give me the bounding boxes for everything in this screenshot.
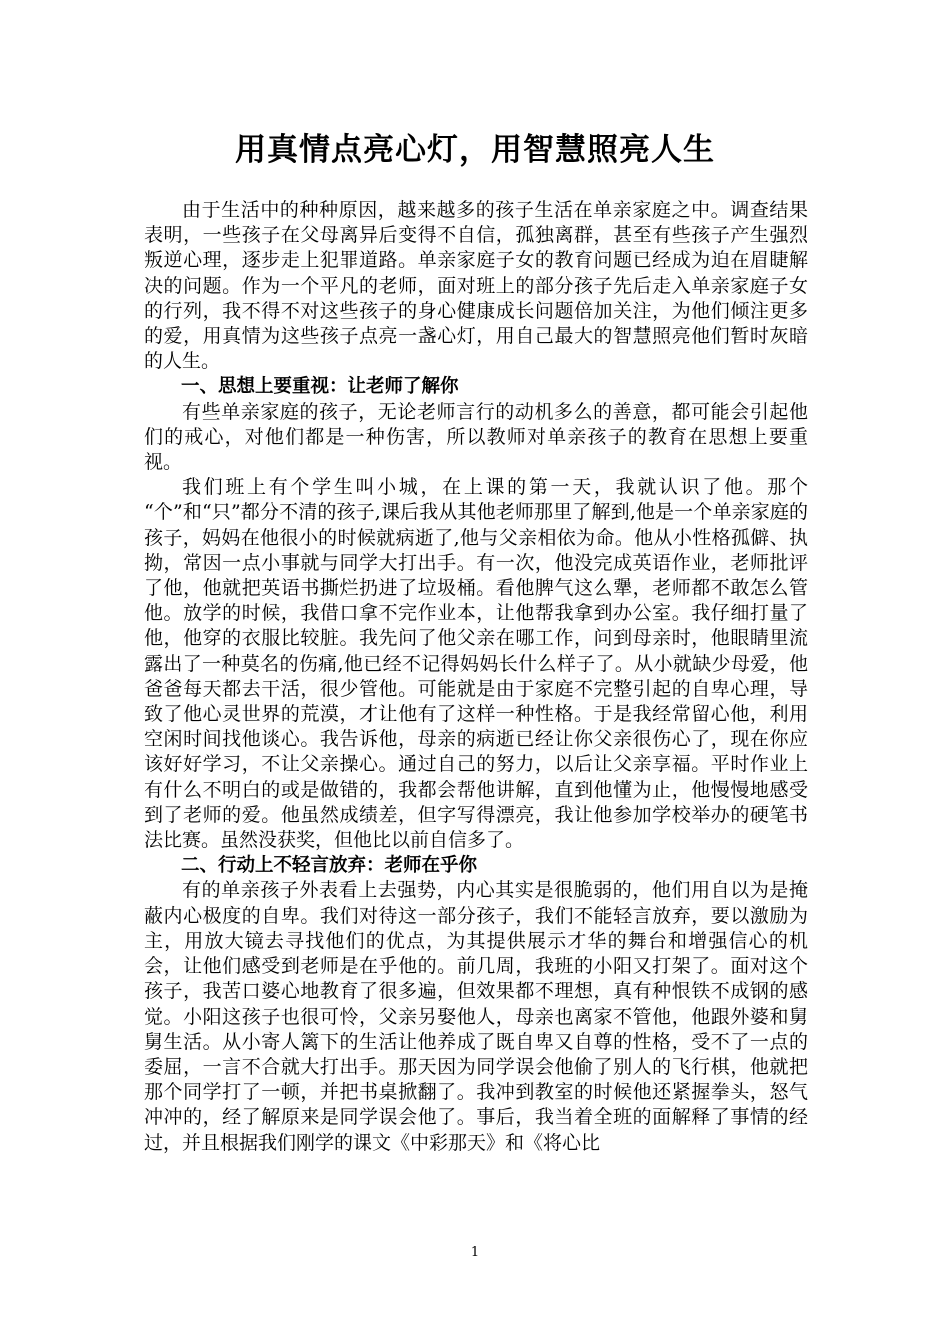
paragraph-section1-intro: 有些单亲家庭的孩子，无论老师言行的动机多么的善意，都可能会引起他们的戒心，对他们都是一种伤害，所以教师对单亲孩子的教育在思想上要重视。: [144, 400, 808, 474]
section-heading-2: 二、行动上不轻言放弃：老师在乎你: [181, 855, 478, 877]
paragraph-xiaoyang-story: 有的单亲孩子外表看上去强势，内心其实是很脆弱的，他们用自以为是掩蔽内心极度的自卑。我们对待这一部分孩子，我们不能轻言放弃，要以激励为主，用放大镜去寻找他们的优点，为其提供展示才华的舞台和增强信心的机会，让他们感受到老师是在乎他的。前几周，我班的小阳又打架了。面对这个孩子，我苦口婆心地教育了很多遍，但效果都不理想，真有种恨铁不成钢的感觉。小阳这孩子也很可怜，父亲另娶他人，母亲也离家不管他，他跟外婆和舅舅生活。从小寄人篱下的生活让他养成了既自卑又自尊的性格，受不了一点的委屈，一言不合就大打出手。那天因为同学误会他偷了别人的飞行棋，他就把那个同学打了一顿，并把书桌掀翻了。我冲到教室的时候他还紧握拳头，怒气冲冲的，经了解原来是同学误会他了。事后，我当着全班的面解释了事情的经过，并且根据我们刚学的课文《中彩那天》和《将心比: [144, 879, 808, 1154]
paragraph-intro: 由于生活中的种种原因，越来越多的孩子生活在单亲家庭之中。调查结果表明，一些孩子在父母离异后变得不自信，孤独离群，甚至有些孩子产生强烈叛逆心理，逐步走上犯罪道路。单亲家庭子女的教育问题已经成为迫在眉睫解决的问题。作为一个平凡的老师，面对班上的部分孩子先后走入单亲家庭子女的行列，我不得不对这些孩子的身心健康成长问题倍加关注，为他们倾注更多的爱，用真情为这些孩子点亮一盏心灯，用自己最大的智慧照亮他们暂时灰暗的人生。: [144, 199, 808, 373]
page-title: 用真情点亮心灯，用智慧照亮人生: [235, 132, 715, 168]
paragraph-xiaocheng-story: 我们班上有个学生叫小城，在上课的第一天，我就认识了他。那个 “个”和“只”都分不清的孩子,课后我从其他老师那里了解到,他是一个单亲家庭的孩子，妈妈在他很小的时候就病逝了,他与父亲相依为命。他从小性格孤僻、执拗，常因一点小事就与同学大打出手。有一次，他没完成英语作业，老师批评了他，他就把英语书撕烂扔进了垃圾桶。看他脾气这么犟，老师都不敢怎么管他。放学的时候，我借口拿不完作业本，让他帮我拿到办公室。我仔细打量了他，他穿的衣服比较脏。我先问了他父亲在哪工作，问到母亲时，他眼睛里流露出了一种莫名的伤痛,他已经不记得妈妈长什么样子了。从小就缺少母爱，他爸爸每天都去干活，很少管他。可能就是由于家庭不完整引起的自卑心理，导致了他心灵世界的荒漠，才让他有了这样一种性格。于是我经常留心他，利用空闲时间找他谈心。我告诉他，母亲的病逝已经让你父亲很伤心了，现在你应该好好学习，不让父亲操心。通过自己的努力，以后让父亲享福。平时作业上有什么不明白的或是做错的，我都会帮他讲解，直到他懂为止，他慢慢地感受到了老师的爱。他虽然成绩差，但字写得漂亮，我让他参加学校举办的硬笔书法比赛。虽然没获奖，但他比以前自信多了。: [144, 476, 808, 852]
document-body: [144, 198, 808, 1156]
section-heading-1: 一、思想上要重视：让老师了解你: [181, 376, 459, 398]
page-number: 1: [470, 1245, 480, 1260]
